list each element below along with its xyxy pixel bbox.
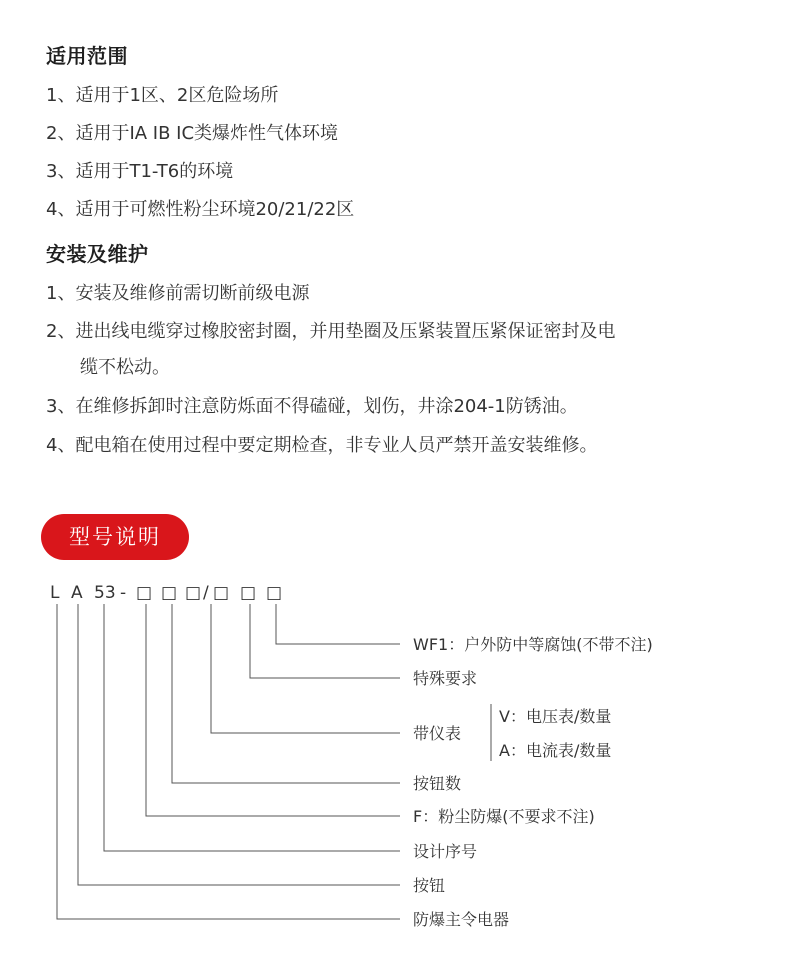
model-description-badge: 型号说明 [41, 514, 189, 560]
code-char-53: 53 [94, 583, 116, 603]
connector-buttons [172, 604, 400, 783]
applicability-item-3: 3、适用于T1-T6的环境 [46, 161, 234, 182]
label-button: 按钮 [413, 876, 446, 895]
code-char-dash: - [120, 583, 127, 603]
connector-button [78, 604, 400, 885]
label-dust: F：粉尘防爆(不要求不注) [413, 807, 595, 826]
code-char-L: L [50, 583, 60, 603]
connector-special [250, 604, 400, 678]
connector-meter [211, 604, 400, 733]
label-meter-a: A：电流表/数量 [499, 741, 612, 760]
code-box-1: □ [136, 583, 153, 603]
connector-dust [146, 604, 400, 816]
applicability-item-2: 2、适用于IA IB IC类爆炸性气体环境 [46, 123, 339, 144]
code-box-3: □ [185, 583, 202, 603]
connector-design [104, 604, 400, 851]
label-main: 防爆主令电器 [413, 910, 510, 929]
installation-item-3: 3、在维修拆卸时注意防烁面不得磕碰，划伤，井涂204-1防锈油。 [46, 396, 578, 417]
installation-item-2: 2、进出线电缆穿过橡胶密封圈，并用垫圈及压紧装置压紧保证密封及电 [46, 321, 616, 342]
label-meter-v: V：电压表/数量 [499, 707, 612, 726]
code-box-4: □ [213, 583, 230, 603]
label-special: 特殊要求 [413, 669, 478, 688]
section-title-applicability: 适用范围 [46, 44, 128, 68]
code-box-5: □ [240, 583, 257, 603]
code-box-2: □ [161, 583, 178, 603]
label-design: 设计序号 [413, 842, 478, 861]
applicability-item-4: 4、适用于可燃性粉尘环境20/21/22区 [46, 199, 355, 220]
applicability-item-1: 1、适用于1区、2区危险场所 [46, 85, 279, 106]
label-wf1: WF1：户外防中等腐蚀(不带不注) [413, 635, 653, 654]
code-char-A: A [71, 583, 83, 603]
installation-item-2-cont: 缆不松动。 [80, 357, 170, 378]
installation-item-1: 1、安装及维修前需切断前级电源 [46, 283, 310, 304]
connector-wf1 [276, 604, 400, 644]
installation-item-4: 4、配电箱在使用过程中要定期检查，非专业人员严禁开盖安装维修。 [46, 435, 598, 456]
code-char-slash: / [203, 583, 209, 603]
connector-main [57, 604, 400, 919]
code-box-6: □ [266, 583, 283, 603]
label-buttons: 按钮数 [413, 774, 462, 793]
model-code-diagram [0, 570, 790, 961]
label-meter: 带仪表 [413, 724, 462, 743]
section-title-installation: 安装及维护 [46, 242, 149, 266]
